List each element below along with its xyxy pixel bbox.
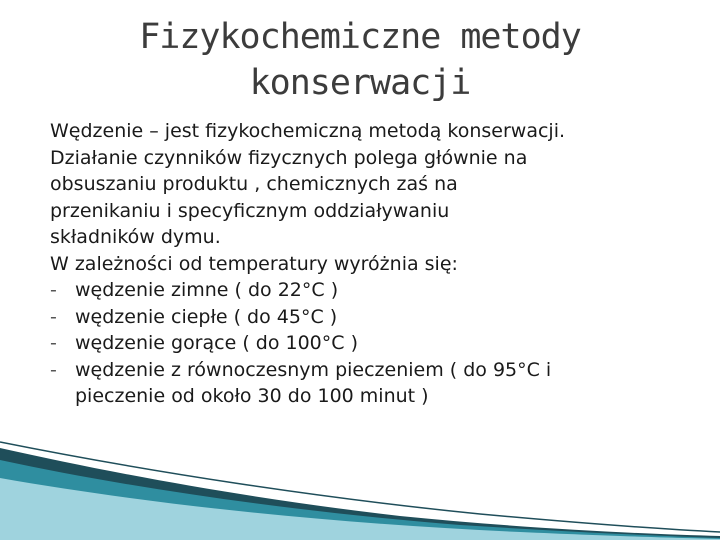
lead-line [50,118,700,145]
list-item [50,277,700,304]
slide-body [50,118,700,410]
paragraph-line: składników dymu. [50,226,221,248]
list-dash: - [50,305,57,328]
slide-title [60,14,660,106]
list-item [50,330,700,357]
title-line-1: Fizykochemiczne metody [139,17,581,57]
list-dash: - [50,358,57,381]
list-item-text: wędzenie gorące ( do 100°C ) [75,332,358,354]
lead-term: Wędzenie [50,120,144,142]
swoosh-light [0,478,720,540]
swoosh-dark [0,448,720,540]
list-item-text: wędzenie z równoczesnym pieczeniem ( do 95°C i [75,358,552,381]
list-item [50,304,700,331]
paragraph-line: przenikaniu i specyficznym oddziaływaniu [50,199,450,222]
list-item-text: wędzenie ciepłe ( do 45°C ) [75,305,338,328]
lead-definition: – jest fizykochemiczną metodą konserwacji. [143,120,566,142]
swoosh-line [0,442,720,532]
list-item [50,357,700,384]
paragraph-line: Działanie czynników fizycznych polega głównie na [50,146,528,169]
list-dash: - [50,279,57,301]
list-intro: W zależności od temperatury wyróżnia się: [50,252,458,275]
title-line-2: konserwacji [249,63,471,103]
decorative-swoosh [0,420,720,540]
paragraph-line: obsuszaniu produktu , chemicznych zaś na [50,173,458,195]
list-item-continuation: pieczenie od około 30 do 100 minut ) [75,385,429,407]
swoosh-teal [0,460,720,540]
list-item-text: wędzenie zimne ( do 22°C ) [75,279,339,301]
list-dash: - [50,332,57,354]
